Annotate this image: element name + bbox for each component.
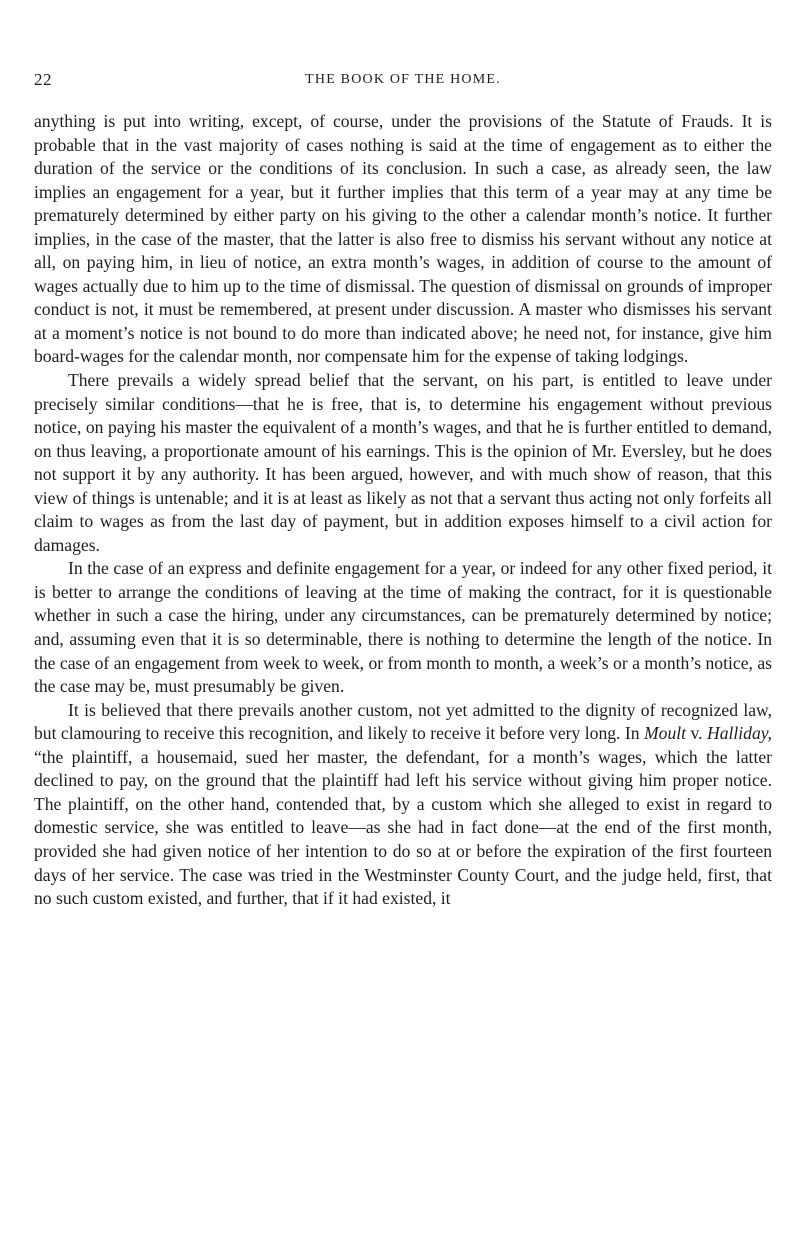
paragraph-1: anything is put into writing, except, of course, under the provisions of the Statute of Frauds. It is probable that in the vast majority of cases nothing is said at the time of engagement as to either the duration of the service or the conditions of its conclusion. In such a case, as already seen, the law implies an engagement for a year, but it further implies that this term of a year may at any time be prematurely determined by either party on his giving to the other a calendar month’s notice. It further implies, in the case of the master, that the latter is also free to dismiss his servant without any notice at all, on paying him, in lieu of notice, an extra month’s wages, in addition of course to the amount of wages actually due to him up to the time of dismissal. The question of dismissal on grounds of improper conduct is not, it must be remembered, at present under discussion. A master who dismisses his servant at a moment’s notice is not bound to do more than indicated above; he need not, for instance, give him board-wages for the calendar month, nor compensate him for the expense of taking lodgings. xyxy=(34,111,772,367)
case-versus: v. xyxy=(686,723,707,744)
paragraph-4-rest: “the plaintiff, a housemaid, sued her master, the defendant, for a month’s wages, which the latter declined to pay, on the ground that the plaintiff had left his service without giving him proper notice. The plaintiff, on the other hand, contended that, by a custom which she alleged to exist in regard to domestic service, she was entitled to leave—as she had in fact done—at the end of the first month, provided she had given notice of her intention to do so at or before the expiration of the first fourteen days of her service. The case was tried in the Westminster County Court, and the judge held, first, that no such custom existed, and further, that if it had existed, it xyxy=(34,746,772,909)
running-title: THE BOOK OF THE HOME. xyxy=(305,72,501,87)
case-name-moult: Moult xyxy=(644,723,687,744)
paragraph-3: In the case of an express and definite engagement for a year, or indeed for any other fixed period, it is better to arrange the conditions of leaving at the time of making the contract, for it is questionable whether in such a case the hiring, under any circumstances, can be prematurely determined by notice; and, assuming even that it is so determinable, there is nothing to determine the length of the notice. In the case of an engagement from week to week, or from month to month, a week’s or a month’s notice, as the case may be, must presumably be given. xyxy=(34,558,772,697)
running-head xyxy=(34,70,772,94)
page-number: 22 xyxy=(34,70,52,89)
paragraph-4 xyxy=(34,699,772,911)
case-name-halliday: Halliday, xyxy=(706,723,772,744)
body-text xyxy=(34,110,772,911)
paragraph-4-start: It is believed that there prevails another custom, not yet admitted to the dignity of recognized law, but clamouring to receive this recognition, and likely to receive it before very long. In xyxy=(34,699,772,744)
paragraph-2: There prevails a widely spread belief that the servant, on his part, is entitled to leave under precisely similar conditions—that he is free, that is, to determine his engagement without previous notice, on paying his master the equivalent of a month’s wages, and that he is further entitled to demand, on thus leaving, a proportionate amount of his earnings. This is the opinion of Mr. Eversley, but he does not support it by any authority. It has been argued, however, and with much show of reason, that this view of things is untenable; and it is at least as likely as not that a servant thus acting not only forfeits all claim to wages as from the last day of payment, but in addition exposes himself to a civil action for damages. xyxy=(34,370,772,555)
